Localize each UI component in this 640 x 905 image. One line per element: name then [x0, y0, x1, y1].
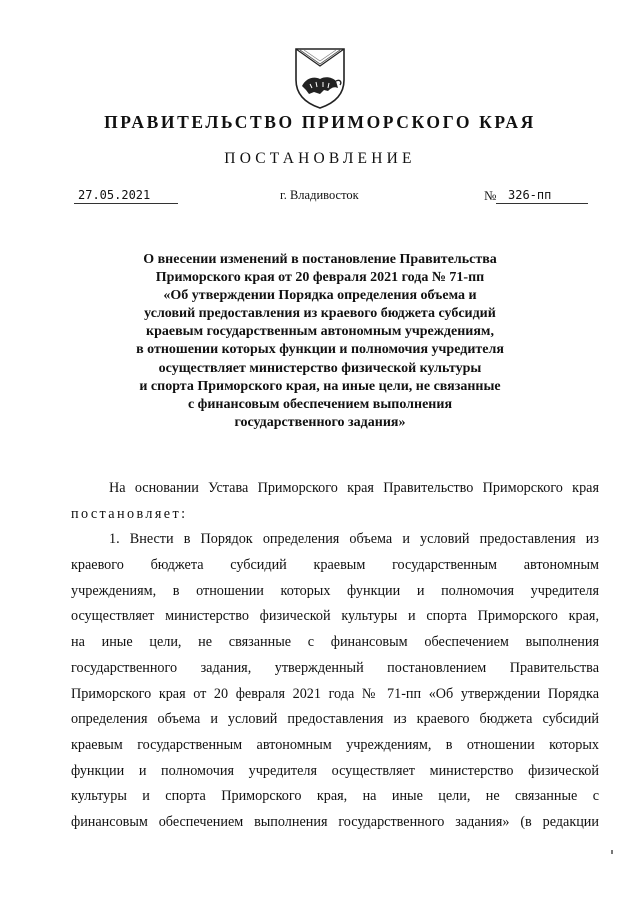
body-line: культуры и спорта Приморского края, на иные цели, не связанные с: [71, 788, 599, 805]
body-line: постановляет:: [71, 505, 188, 522]
body-line: краевого бюджета субсидий краевым государственным автономным: [71, 557, 599, 574]
title-line: и спорта Приморского края, на иные цели, не связанные: [139, 378, 501, 394]
title-line: условий предоставления из краевого бюджета субсидий: [144, 306, 496, 322]
body-line: 1. Внести в Порядок определения объема и условий предоставления из: [109, 531, 599, 548]
title-line: краевым государственным автономным учреждениям,: [146, 324, 494, 340]
body-line: краевым государственным автономным учреждениям, в отношении которых: [71, 736, 599, 753]
title-line: Приморского края от 20 февраля 2021 года № 71-пп: [155, 270, 485, 286]
scan-mark: [611, 850, 613, 854]
body-line: финансовым обеспечением выполнения государственного задания» (в редакции: [71, 813, 599, 830]
body-line: учреждениям, в отношении которых функции и полномочия учредителя: [71, 582, 599, 599]
title-line: в отношении которых функции и полномочия учредителя: [136, 342, 504, 358]
body-line: осуществляет министерство физической культуры и спорта Приморского края,: [71, 608, 599, 625]
body-line: На основании Устава Приморского края Правительство Приморского края: [109, 480, 599, 496]
title-line: государственного задания»: [234, 414, 406, 430]
decree-body: [71, 476, 599, 836]
city: г. Владивосток: [280, 188, 359, 202]
decree-date: 27.05.2021: [78, 188, 151, 202]
title-line: О внесении изменений в постановление Правительства: [143, 252, 497, 267]
decree-title: [60, 251, 580, 432]
body-line: государственного задания, утвержденный постановлением Правительства: [71, 659, 599, 676]
title-line: «Об утверждении Порядка определения объема и: [163, 288, 477, 304]
title-line: осуществляет министерство физической культуры: [158, 360, 482, 376]
number-underline: [496, 203, 588, 204]
body-line: Приморского края от 20 февраля 2021 года № 71-пп «Об утверждении Порядка: [71, 685, 599, 702]
title-line: с финансовым обеспечением выполнения: [187, 396, 453, 412]
decree-number: 326-пп: [508, 188, 552, 202]
body-line: функции и полномочия учредителя осуществляет министерство физической: [71, 762, 599, 779]
coat-of-arms-emblem: [292, 46, 348, 110]
body-line: определения объема и условий предоставления из краевого бюджета субсидий: [71, 711, 599, 728]
number-sign: №: [484, 188, 497, 203]
government-heading: ПРАВИТЕЛЬСТВО ПРИМОРСКОГО КРАЯ: [104, 112, 536, 132]
body-line: на иные цели, не связанные с финансовым обеспечением выполнения: [71, 634, 599, 651]
document-type: ПОСТАНОВЛЕНИЕ: [224, 150, 416, 167]
date-underline: [74, 203, 178, 204]
